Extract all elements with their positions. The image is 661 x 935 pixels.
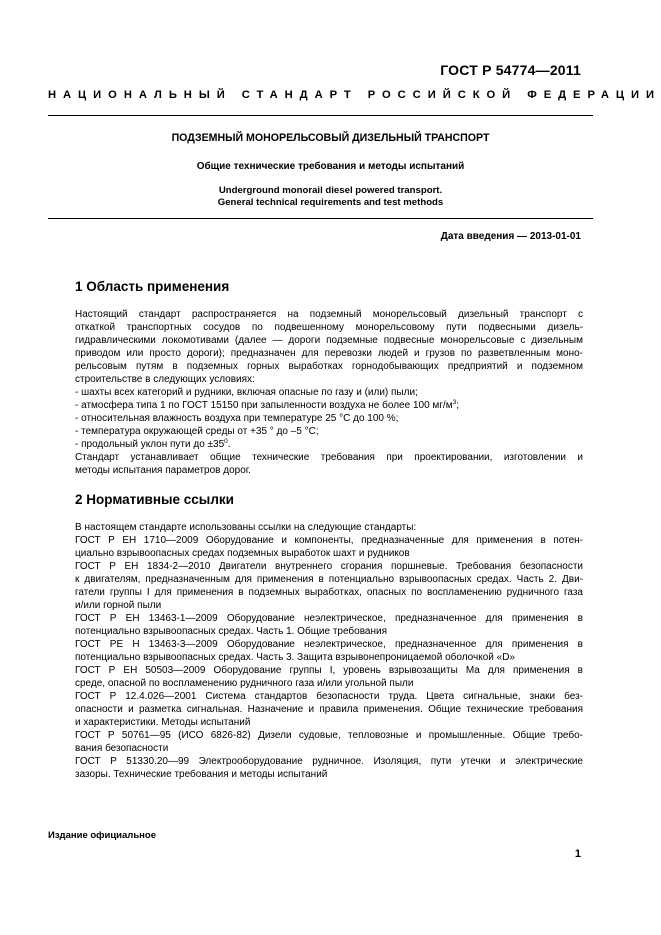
document-title-en-line-1: Underground monorail diesel powered transport. xyxy=(218,185,443,196)
scope-line: методы испытания параметров дорог. xyxy=(75,465,251,476)
references-line: ГОСТ Р ЕН 1710—2009 Оборудование и компоненты, предназначенные для применения в потен- xyxy=(75,535,583,546)
scope-line: - относительная влажность воздуха при температуре 25 °С до 100 %; xyxy=(75,413,399,424)
scope-line-atmosphere xyxy=(75,399,583,412)
scope-section-body xyxy=(75,308,583,477)
scope-line: - шахты всех категорий и рудники, включая опасные по газу и (или) пыли; xyxy=(75,387,418,398)
references-line: потенциально взрывоопасных средах. Часть 3. Защита взрывонепроницаемой оболочкой «D» xyxy=(75,652,515,663)
scope-line: рельсовым путям в подземных горных выработках горнодобывающих предприятий и подземном xyxy=(75,361,583,372)
references-section-body xyxy=(75,521,583,781)
section-heading-references: 2 Нормативные ссылки xyxy=(75,492,234,507)
references-line: к двигателям, предназначенным для применения в потенциально взрывоопасных средах. Часть 2. Дви- xyxy=(75,574,583,585)
scope-line-slope xyxy=(75,438,583,451)
bottom-divider xyxy=(48,218,593,219)
line-suffix: ; xyxy=(456,400,459,411)
superscript-cube: 3 xyxy=(452,399,457,406)
scope-line: Стандарт устанавливает общие технические требования при проектировании, изготовлении и xyxy=(75,452,583,463)
document-title-en-line-2: General technical requirements and test methods xyxy=(217,197,444,208)
references-line: ГОСТ Р ЕН 50503—2009 Оборудование группы I, уровень взрывозащиты Ма для применения в xyxy=(75,665,583,676)
references-line: вания безопасности xyxy=(75,743,169,754)
official-edition-note: Издание официальное xyxy=(48,830,156,841)
document-title-ru: ПОДЗЕМНЫЙ МОНОРЕЛЬСОВЫЙ ДИЗЕЛЬНЫЙ ТРАНСПОРТ xyxy=(171,132,490,144)
references-line: ГОСТ Р 12.4.026—2001 Система стандартов безопасности труда. Цвета сигнальные, знаки без- xyxy=(75,691,583,702)
references-line: среде, опасной по воспламенению рудничного газа и/или угольной пыли xyxy=(75,678,414,689)
references-line: ГОСТ Р 51330.20—99 Электрооборудование рудничное. Изоляция, пути утечки и электрические xyxy=(75,756,583,767)
line-suffix: . xyxy=(227,439,231,450)
top-divider xyxy=(48,115,593,116)
section-heading-scope: 1 Область применения xyxy=(75,279,230,294)
scope-line: строительстве в следующих условиях: xyxy=(75,374,255,385)
scope-line: приводом или просто дороги); предназначен для перевозки людей и грузов по разветвленным моно- xyxy=(75,348,583,359)
scope-line: Настоящий стандарт распространяется на подземный монорельсовый дизельный транспорт с xyxy=(75,309,583,320)
superscript-degree: 0 xyxy=(224,438,228,445)
references-line: опасности и разметка сигнальная. Назначение и правила применения. Общие технические требования xyxy=(75,704,583,715)
references-line: потенциально взрывоопасных средах. Часть 1. Общие требования xyxy=(75,626,388,637)
page-number: 1 xyxy=(574,848,581,860)
references-line: циально взрывоопасных средах подземных выработок шахт и рудников xyxy=(75,548,410,559)
gost-number: ГОСТ Р 54774—2011 xyxy=(440,62,581,78)
references-line: В настоящем стандарте использованы ссылки на следующие стандарты: xyxy=(75,522,417,533)
references-line: ГОСТ Р 50761—95 (ИСО 6826-82) Дизели судовые, тепловозные и промышленные. Общие требо- xyxy=(75,730,583,741)
references-line: ГОСТ РЕ Н 13463-3—2009 Оборудование неэлектрическое, предназначенное для применения в xyxy=(75,639,583,650)
references-line: ГОСТ Р ЕН 1834-2—2010 Двигатели внутреннего сгорания поршневые. Требования безопасности xyxy=(75,561,583,572)
scope-line-text: - атмосфера типа 1 по ГОСТ 15150 при запыленности воздуха не более 100 мг/м xyxy=(75,400,453,411)
references-line: и/или горной пыли xyxy=(75,600,162,611)
scope-line: - температура окружающей среды от +35 ° до –5 °С; xyxy=(75,426,319,437)
references-line: зазоры. Технические требования и методы испытаний xyxy=(75,769,328,780)
scope-line-text: - продольный уклон пути до ±35 xyxy=(75,439,225,450)
references-line: ГОСТ Р ЕН 13463-1—2009 Оборудование неэлектрическое, предназначенное для применения в xyxy=(75,613,583,624)
document-subtitle-ru: Общие технические требования и методы испытаний xyxy=(196,161,465,172)
scope-line: гидравлическими локомотивами (далее — дороги подземные подвесные монорельсовые с дизельным xyxy=(75,335,583,346)
introduction-date: Дата введения — 2013-01-01 xyxy=(440,231,581,242)
references-line: и характеристики. Методы испытаний xyxy=(75,717,251,728)
references-line: гатели группы I для применения в подземных выработках, опасных по воспламенению рудничного газа xyxy=(75,587,583,598)
national-standard-banner: НАЦИОНАЛЬНЫЙ СТАНДАРТ РОССИЙСКОЙ ФЕДЕРАЦИИ xyxy=(48,89,661,101)
scope-line: откаткой транспортных сосудов по подвешенному монорельсовому пути подвесными дизель- xyxy=(75,322,583,333)
